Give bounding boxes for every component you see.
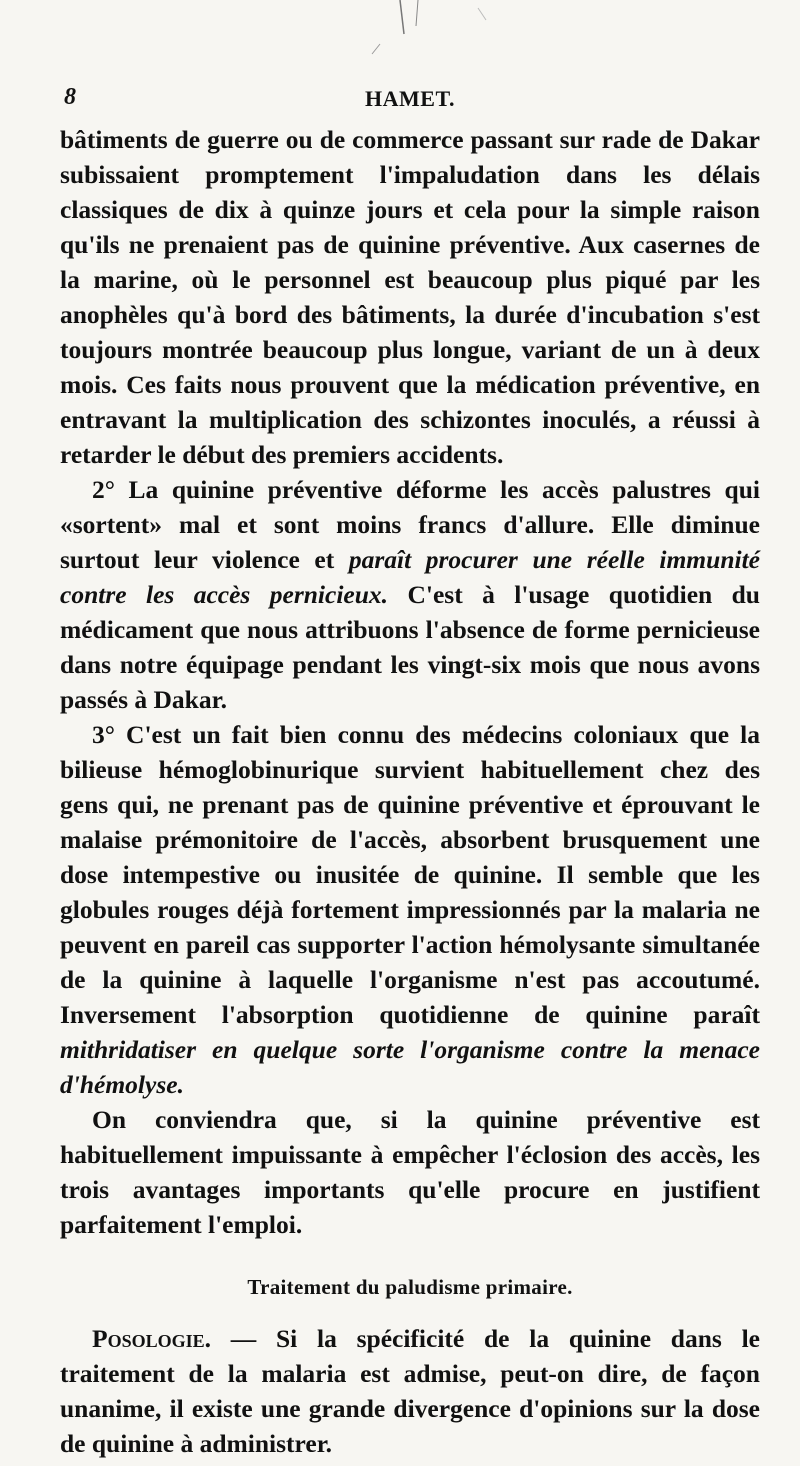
page-number: 8 [64,84,76,110]
paragraph-3-text-start: 3° C'est un fait bien connu des médecins coloniaux que la bilieuse hémoglobinurique survient habituellement chez des gens qui, ne prenant pas de quinine préventive et éprouvant le malaise prémonitoire de l'accès, absorbent brusquement une dose intempestive ou inusitée de quinine. Il semble que les globules rouges déjà fortement impressionnés par la malaria ne peuvent en pareil cas supporter l'action hémolysante simultanée de la quinine à laquelle l'organisme n'est pas accoutumé. Inversement l'absorption quotidienne de quinine paraît [60,720,760,1029]
paragraph-2 [60,472,760,717]
section-text: — Si la spécificité de la quinine dans le traitement de la malaria est admise, peut-on dire, de façon unanime, il existe une grande divergence d'opinions sur la dose de quinine à administrer. [60,1324,760,1458]
paragraph-3 [60,717,760,1102]
paragraph-1: bâtiments de guerre ou de commerce passant sur rade de Dakar subissaient promptement l'impaludation dans les délais classiques de dix à quinze jours et cela pour la simple raison qu'ils ne prenaient pas de quinine préventive. Aux casernes de la marine, où le personnel est beaucoup plus piqué par les anophèles qu'à bord des bâtiments, la durée d'incubation s'est toujours montrée beaucoup plus longue, variant de un à deux mois. Ces faits nous prouvent que la médication préventive, en entravant la multiplication des schizontes inoculés, a réussi à retarder le début des premiers accidents. [60,125,760,469]
scan-artifact [300,0,520,60]
paragraph-2-text-start: 2° La quinine préventive déforme les accès palustres qui «sortent» mal et sont moins francs d'allure. Elle diminue surtout leur violence et [60,475,760,574]
paragraph-2-text-end: C'est à l'usage quotidien du médicament que nous attribuons l'absence de forme pernicieuse dans notre équipage pendant les vingt-six mois que nous avons passés à Dakar. [60,580,760,714]
paragraph-2-italic: paraît procurer une réelle immunité contre les accès pernicieux. [60,545,760,609]
running-title: HAMET. [365,86,455,111]
body-text [60,122,760,1461]
section-lead: Posologie. [92,1324,211,1353]
section-paragraph [60,1321,760,1461]
running-head [60,80,760,120]
paragraph-3-italic: mithridatiser en quelque sorte l'organisme contre la menace d'hémolyse. [60,1035,760,1099]
paragraph-4: On conviendra que, si la quinine préventive est habituellement impuissante à empêcher l'éclosion des accès, les trois avantages importants qu'elle procure en justifient parfaitement l'emploi. [60,1105,760,1239]
section-heading: Traitement du paludisme primaire. [247,1275,573,1299]
